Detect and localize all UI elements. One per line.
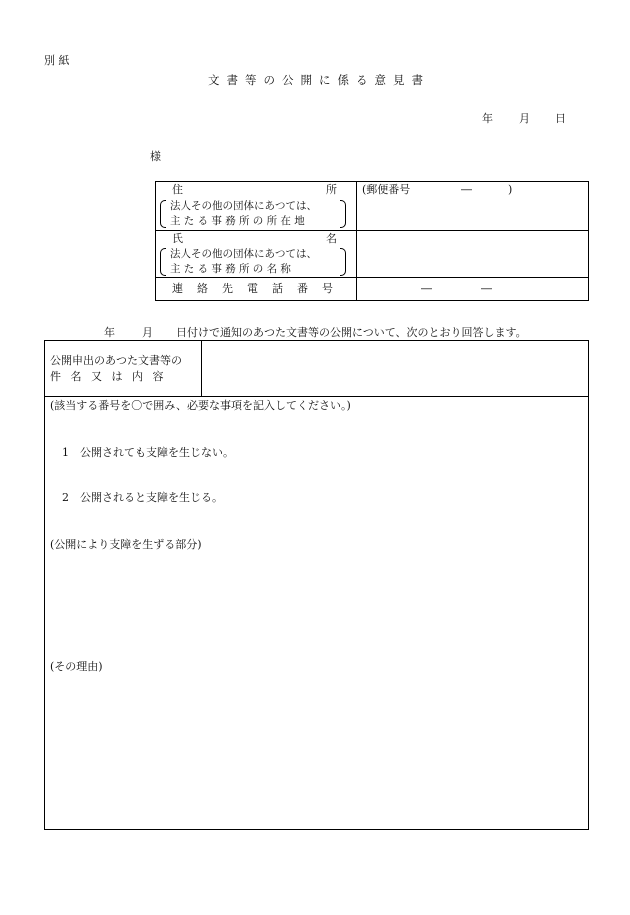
bracket-right bbox=[340, 200, 346, 228]
postal-code-prefix: (郵便番号 bbox=[362, 183, 411, 196]
bracket-left bbox=[160, 248, 166, 276]
subject-row-separator bbox=[44, 396, 589, 397]
response-table-border bbox=[44, 340, 589, 830]
option-2-text: 公開されると支障を生じる。 bbox=[80, 491, 223, 504]
addressee-suffix: 様 bbox=[150, 150, 161, 163]
name-label-right: 名 bbox=[326, 232, 337, 245]
document-title: 文書等の公開に係る意見書 bbox=[208, 73, 430, 87]
affected-part-label: (公開により支障を生ずる部分) bbox=[50, 538, 202, 551]
notice-text: 日付けで通知のあつた文書等の公開について、次のとおり回答します。 bbox=[176, 326, 527, 339]
address-note-line2: 主たる事務所の所在地 bbox=[170, 215, 308, 227]
address-label-left: 住 bbox=[172, 183, 183, 196]
postal-code-close: ) bbox=[508, 183, 513, 196]
phone-label: 連絡先電話番号 bbox=[172, 282, 347, 295]
bracket-left bbox=[160, 200, 166, 228]
row-separator bbox=[155, 277, 589, 278]
phone-dash-2: ― bbox=[481, 282, 492, 295]
subject-label-line1: 公開申出のあつた文書等の bbox=[50, 354, 182, 367]
option-1-number: 1 bbox=[62, 446, 69, 459]
row-separator bbox=[155, 230, 589, 231]
bracket-right bbox=[340, 248, 346, 276]
option-1-text: 公開されても支障を生じない。 bbox=[80, 446, 234, 459]
notice-year: 年 bbox=[104, 326, 115, 339]
name-note-line1: 法人その他の団体にあつては、 bbox=[170, 248, 317, 260]
name-label-left: 氏 bbox=[172, 232, 183, 245]
reason-label: (その理由) bbox=[50, 660, 103, 673]
respondent-table-divider bbox=[356, 181, 357, 301]
subject-cell-divider bbox=[201, 340, 202, 396]
postal-code-dash: ― bbox=[461, 183, 472, 196]
date-day: 日 bbox=[555, 112, 566, 125]
subject-label-line2: 件名又は内容 bbox=[50, 370, 173, 383]
address-note-line1: 法人その他の団体にあつては、 bbox=[170, 200, 317, 212]
option-2-number: 2 bbox=[62, 491, 69, 504]
instruction-text: (該当する番号を〇で囲み、必要な事項を記入してください。) bbox=[50, 399, 351, 412]
attachment-label: 別 紙 bbox=[44, 54, 70, 67]
address-label-right: 所 bbox=[326, 183, 337, 196]
date-year: 年 bbox=[482, 112, 493, 125]
name-note-line2: 主たる事務所の名称 bbox=[170, 263, 295, 275]
phone-dash-1: ― bbox=[421, 282, 432, 295]
date-month: 月 bbox=[519, 112, 530, 125]
notice-month: 月 bbox=[142, 326, 153, 339]
